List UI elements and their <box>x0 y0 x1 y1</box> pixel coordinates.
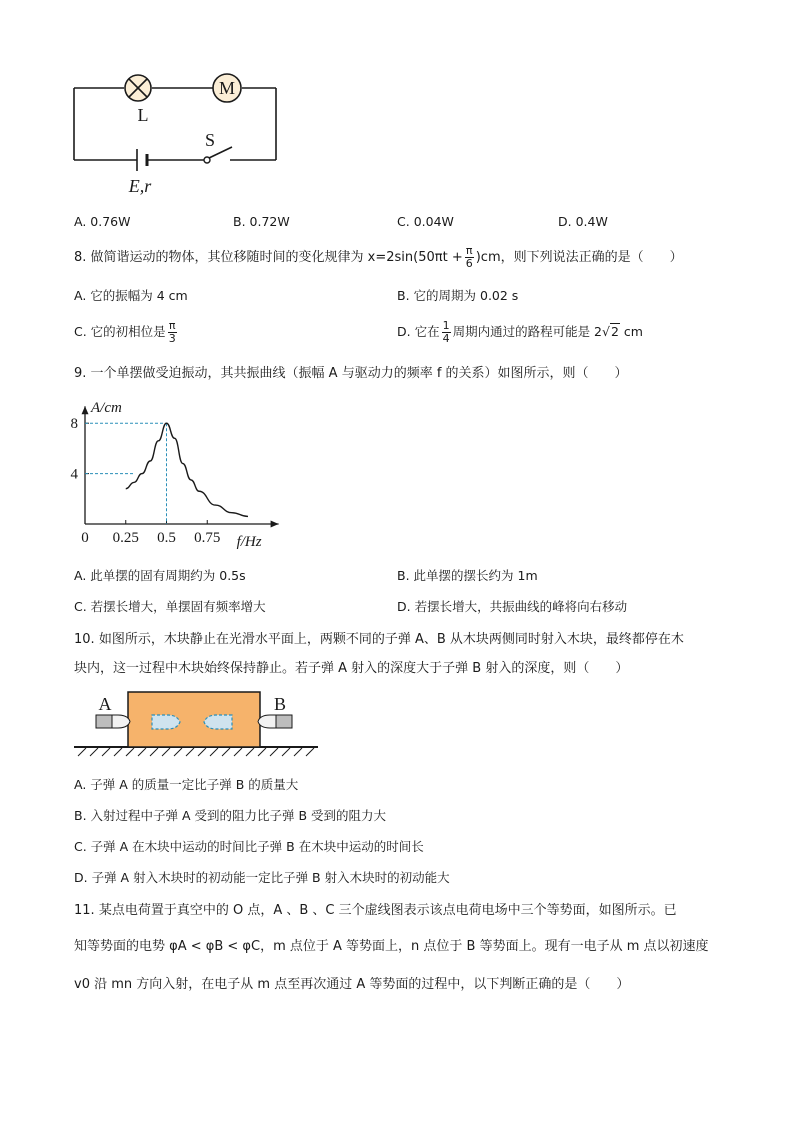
motor-label: M <box>218 78 236 98</box>
q11-line1: 11. 某点电荷置于真空中的 O 点，A 、B 、C 三个虚线图表示该点电荷电场中三个等势面，如图所示。已 <box>74 903 677 918</box>
x-tick-label: 0.5 <box>157 530 176 546</box>
q9-option-d[interactable]: D. 若摆长增大，共振曲线的峰将向右移动 <box>397 599 628 614</box>
q8-stem: 8. 做简谐运动的物体，其位移随时间的变化规律为 x=2sin(50πt + $\frac{\pi}{6}$ )cm，则下列说法正确的是（ ） <box>74 244 683 270</box>
wooden-block <box>128 692 260 747</box>
question-number: 9. <box>74 366 87 381</box>
y-tick-label: 8 <box>70 416 78 433</box>
bullet-b <box>258 715 292 728</box>
y-tick-label: 4 <box>70 466 78 483</box>
q7-option-a[interactable]: A. 0.76W <box>74 214 131 229</box>
question-number: 10. <box>74 632 95 647</box>
y-axis-arrow <box>82 406 89 414</box>
q8-option-a[interactable]: A. 它的振幅为 4 cm <box>74 288 188 303</box>
q10-option-a[interactable]: A. 子弹 A 的质量一定比子弹 B 的质量大 <box>74 777 299 792</box>
battery-symbol <box>137 149 147 171</box>
embedded-bullet-b <box>204 715 232 729</box>
embedded-bullet-a <box>152 715 180 729</box>
bullet-block-diagram <box>72 690 322 758</box>
x-tick-label: 0.25 <box>112 530 139 546</box>
resonance-chart <box>70 396 280 554</box>
q10-option-b[interactable]: B. 入射过程中子弹 A 受到的阻力比子弹 B 受到的阻力大 <box>74 808 387 823</box>
q9-option-b[interactable]: B. 此单摆的摆长约为 1m <box>397 568 538 583</box>
x-tick-label: 0.75 <box>194 530 221 546</box>
switch-label: S <box>204 130 216 150</box>
q10-stem-line1: 10. 如图所示，木块静止在光滑水平面上，两颗不同的子弹 A、B 从木块两侧同时射入木块，最终都停在木 <box>74 632 684 647</box>
q10-option-c[interactable]: C. 子弹 A 在木块中运动的时间比子弹 B 在木块中运动的时间长 <box>74 839 424 854</box>
q10-stem-line2: 块内，这一过程中木块始终保持静止。若子弹 A 射入的深度大于子弹 B 射入的深度，则（ ） <box>74 661 629 676</box>
circuit-diagram <box>60 68 300 198</box>
q10-option-d[interactable]: D. 子弹 A 射入木块时的初动能一定比子弹 B 射入木块时的初动能大 <box>74 870 450 885</box>
phase-fraction: $\frac{\pi}{6}$ <box>465 244 473 270</box>
q11-line3: v0 沿 mn 方向入射，在电子从 m 点至再次通过 A 等势面的过程中，以下判断正确的是（ ） <box>74 977 630 992</box>
sqrt-sign: √ <box>602 324 610 339</box>
q8-option-b[interactable]: B. 它的周期为 0.02 s <box>397 288 519 303</box>
q8-option-d[interactable]: D. 它在 $\frac{1}{4}$ 周期内通过的路程可能是 2√2 cm <box>397 319 643 345</box>
lamp-symbol <box>125 75 151 101</box>
x-axis-arrow <box>271 521 279 528</box>
q7-option-c[interactable]: C. 0.04W <box>397 214 454 229</box>
q9-option-c[interactable]: C. 若摆长增大，单摆固有频率增大 <box>74 599 266 614</box>
battery-label: E,r <box>128 176 152 196</box>
q11-line2: 知等势面的电势 φA < φB < φC，m 点位于 A 等势面上，n 点位于 B 等势面上。现有一电子从 m 点以初速度 <box>74 939 709 954</box>
resonance-curve <box>126 423 248 516</box>
x-axis-label: f/Hz <box>236 534 262 550</box>
x-tick-label: 0 <box>81 530 89 546</box>
question-number: 11. <box>74 903 95 918</box>
bullet-b-label: B <box>273 694 287 714</box>
y-axis-label: A/cm <box>91 400 122 416</box>
q7-option-d[interactable]: D. 0.4W <box>558 214 608 229</box>
q8-option-c[interactable]: C. 它的初相位是 $\frac{\pi}{3}$ <box>74 319 176 345</box>
q9-option-a[interactable]: A. 此单摆的固有周期约为 0.5s <box>74 568 246 583</box>
bullet-a-label: A <box>98 694 112 714</box>
q9-stem: 9. 一个单摆做受迫振动，其共振曲线（振幅 A 与驱动力的频率 f 的关系）如图所示，则（ ） <box>74 366 628 381</box>
motor-symbol <box>213 74 241 102</box>
q7-option-b[interactable]: B. 0.72W <box>233 214 290 229</box>
lamp-label: L <box>137 105 149 125</box>
bullet-a <box>96 715 130 728</box>
ground-hatching <box>78 748 314 756</box>
question-number: 8. <box>74 250 87 265</box>
